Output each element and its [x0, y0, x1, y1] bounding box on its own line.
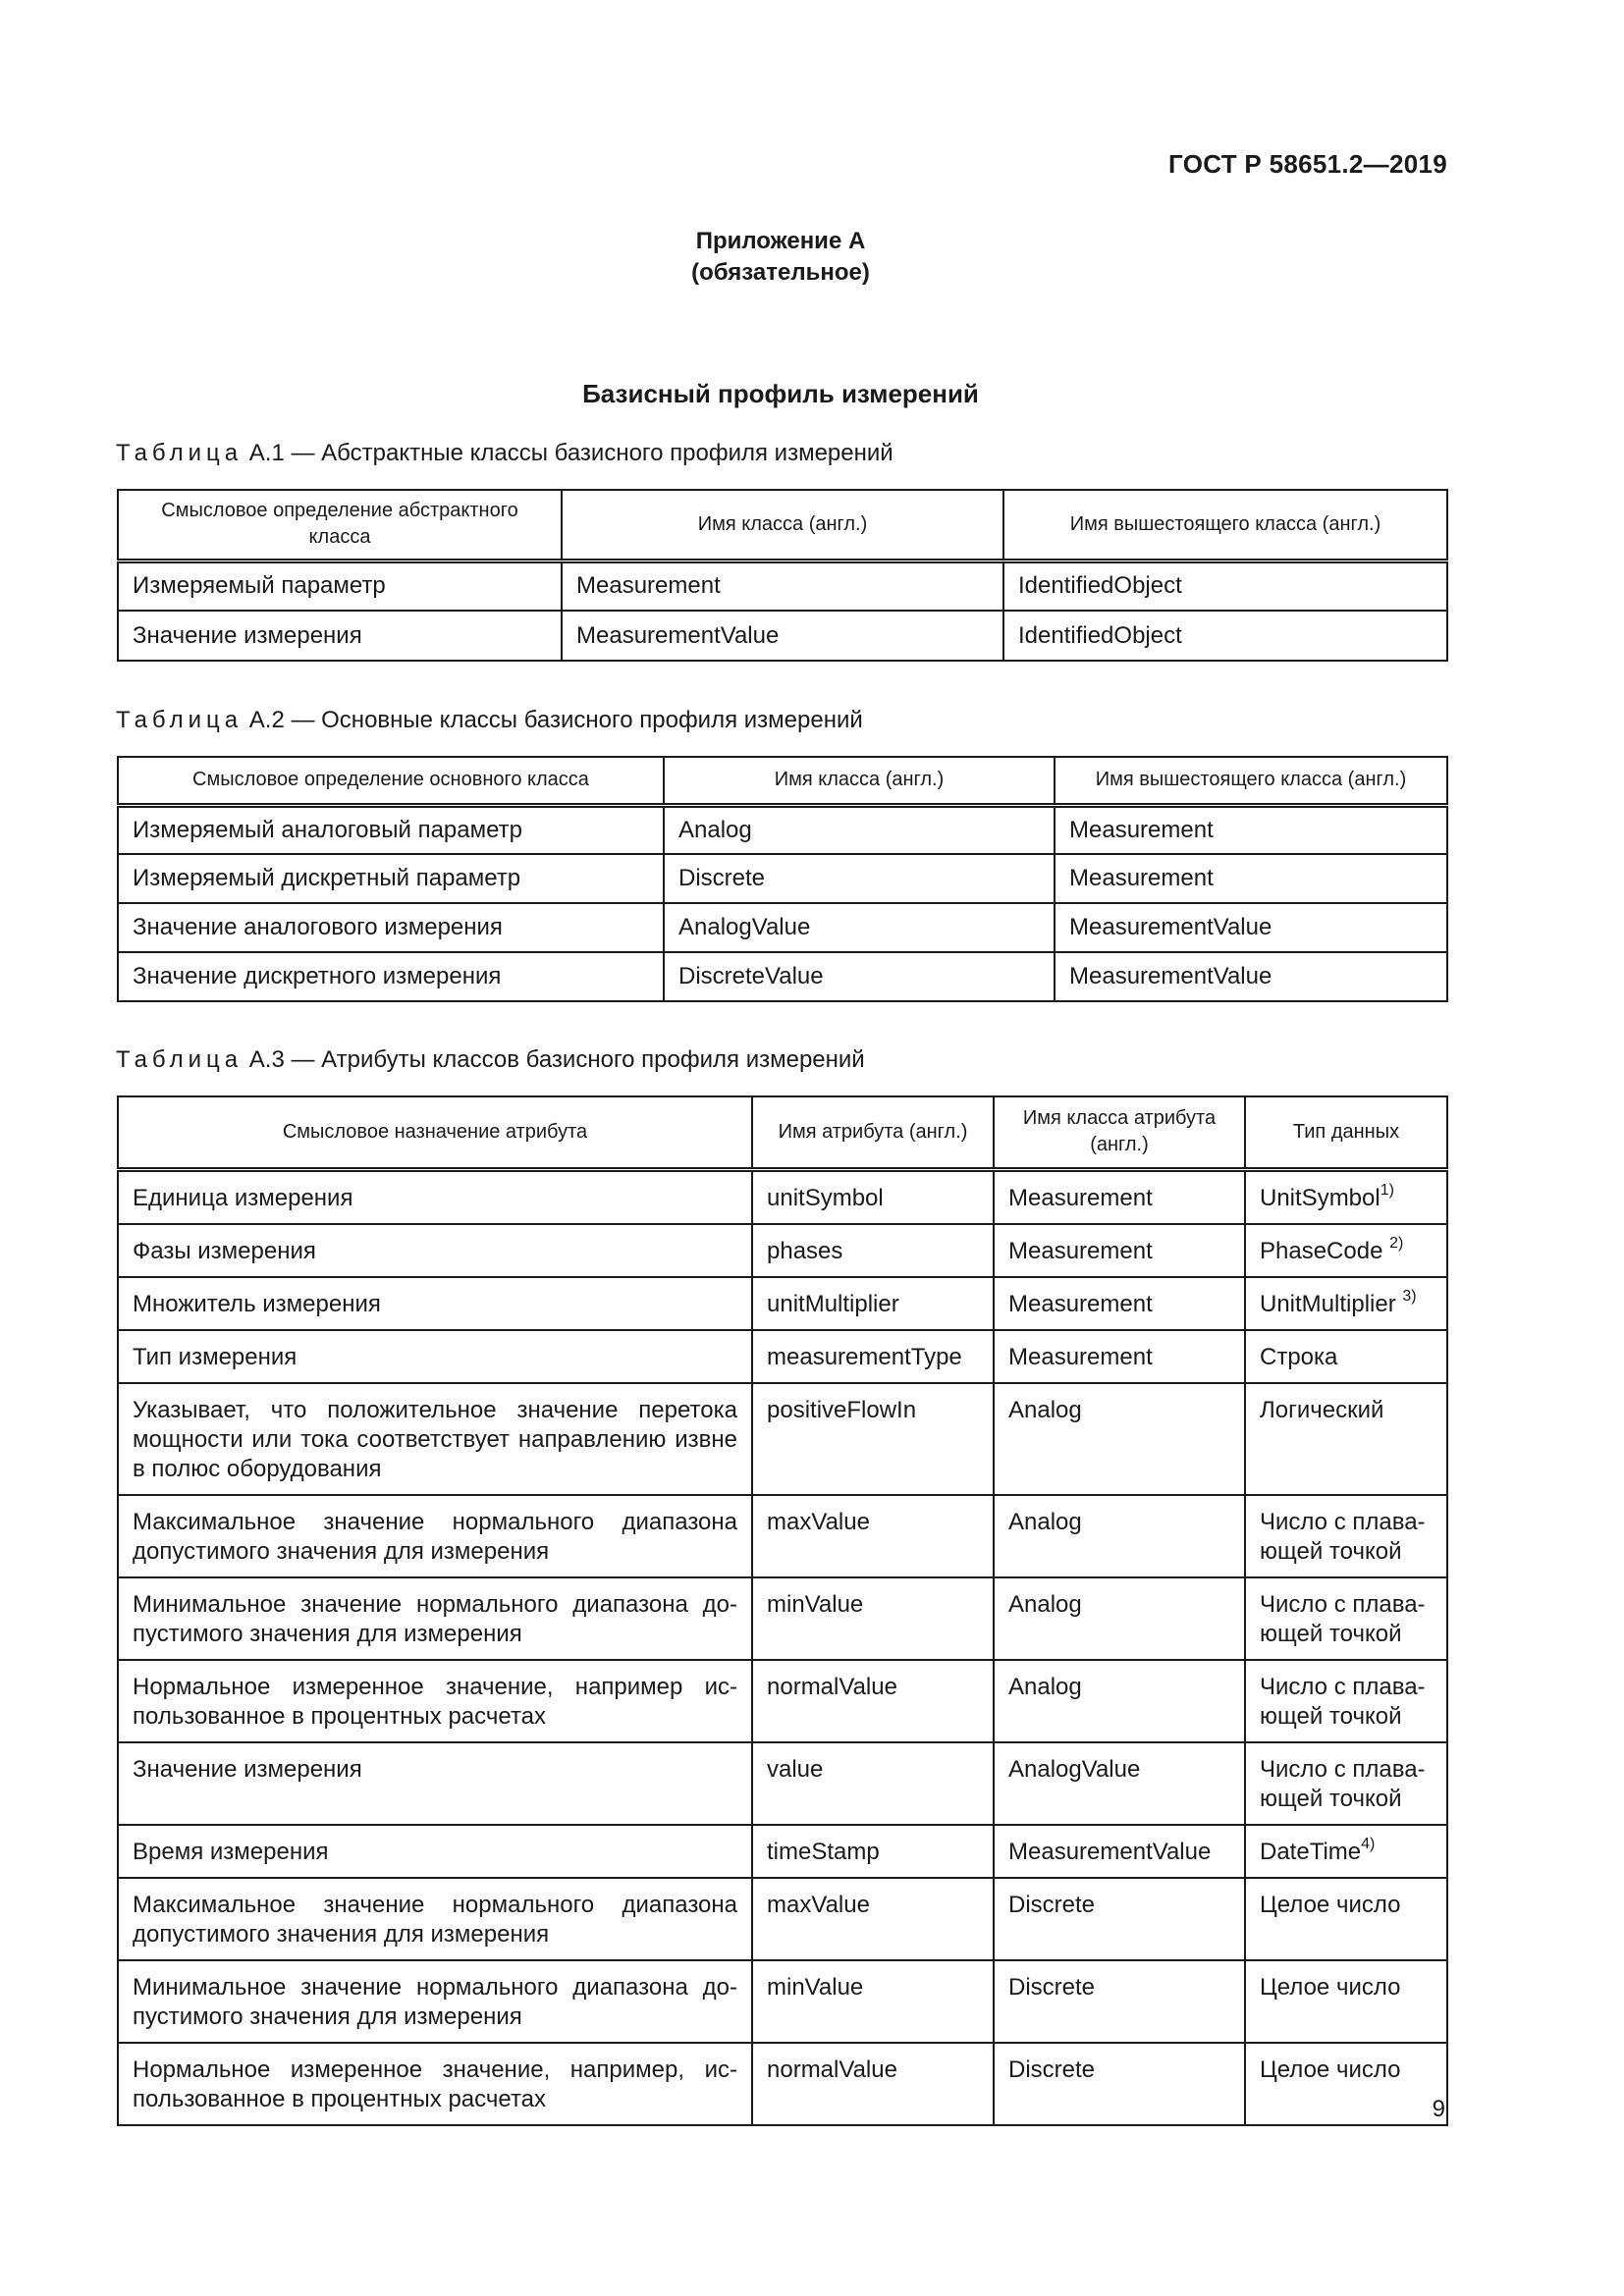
table-cell: timeStamp: [752, 1825, 994, 1878]
table1-caption-word: Таблица: [116, 440, 244, 466]
annex-subtitle: (обязательное): [691, 259, 870, 286]
data-type: UnitSymbol: [1260, 1184, 1380, 1211]
table-cell: Измеряемый дискретный параметр: [118, 854, 664, 903]
table-cell: MeasurementValue: [562, 611, 1003, 661]
table-header-cell: Смысловое определение абстрактного класса: [118, 490, 562, 561]
footnote-marker: 1): [1380, 1181, 1394, 1199]
table-cell: MeasurementValue: [1055, 903, 1447, 952]
table-cell: maxValue: [752, 1878, 994, 1960]
table-cell: Минимальное значение нормального диапазона до-пустимого значения для измерения: [118, 1960, 752, 2043]
table-header-cell: Имя класса атрибута (англ.): [994, 1096, 1245, 1169]
data-type: PhaseCode: [1260, 1237, 1390, 1264]
table-row: [118, 1224, 1447, 1277]
data-type: UnitMultiplier: [1260, 1290, 1403, 1317]
table-cell: maxValue: [752, 1495, 994, 1577]
table-cell: Указывает, что положительное значение перетока мощности или тока соответствует направлению извне в полюс оборудования: [118, 1383, 752, 1495]
table-cell: [1245, 1169, 1447, 1224]
table-row: [118, 561, 1447, 611]
table-row: [118, 1878, 1447, 1960]
table-row: [118, 1277, 1447, 1330]
table-cell: [1245, 1224, 1447, 1277]
table-cell: unitSymbol: [752, 1169, 994, 1224]
table-cell: Значение аналогового измерения: [118, 903, 664, 952]
table-cell: AnalogValue: [664, 903, 1055, 952]
table2-caption-text: А.2 — Основные классы базисного профиля измерений: [248, 707, 863, 733]
table-row: [118, 1495, 1447, 1577]
table-row: [118, 1660, 1447, 1742]
table-cell: Discrete: [994, 2043, 1245, 2125]
table-header-cell: Имя вышестоящего класса (англ.): [1003, 490, 1447, 561]
table-cell: normalValue: [752, 2043, 994, 2125]
table-row: [118, 952, 1447, 1001]
table-row: [118, 1383, 1447, 1495]
table-cell: Число с плава-ющей точкой: [1245, 1495, 1447, 1577]
table-cell: Тип измерения: [118, 1330, 752, 1383]
table-cell: Measurement: [1055, 805, 1447, 854]
table-cell: Время измерения: [118, 1825, 752, 1878]
table3-caption-text: А.3 — Атрибуты классов базисного профиля измерений: [248, 1046, 865, 1073]
table-row: [118, 1169, 1447, 1224]
table-row: [118, 2043, 1447, 2125]
data-type: DateTime: [1260, 1838, 1362, 1865]
table-cell: Логический: [1245, 1383, 1447, 1495]
table-cell: Целое число: [1245, 1960, 1447, 2043]
table-cell: Measurement: [994, 1169, 1245, 1224]
table-cell: Значение измерения: [118, 1742, 752, 1825]
table2-caption: [116, 707, 863, 734]
table-cell: Analog: [664, 805, 1055, 854]
footnote-marker: 2): [1389, 1234, 1404, 1252]
table-row: [118, 1742, 1447, 1825]
table-cell: AnalogValue: [994, 1742, 1245, 1825]
table-cell: minValue: [752, 1577, 994, 1660]
table-header-row: [118, 490, 1447, 561]
table-cell: Целое число: [1245, 2043, 1447, 2125]
table-cell: unitMultiplier: [752, 1277, 994, 1330]
table-cell: Discrete: [994, 1878, 1245, 1960]
table-cell: Единица измерения: [118, 1169, 752, 1224]
table-cell: Максимальное значение нормального диапазона допустимого значения для измерения: [118, 1495, 752, 1577]
table-cell: Analog: [994, 1495, 1245, 1577]
table-cell: Строка: [1245, 1330, 1447, 1383]
table-row: [118, 1577, 1447, 1660]
table-row: [118, 903, 1447, 952]
table-row: [118, 854, 1447, 903]
table-header-row: [118, 757, 1447, 805]
page-number: 9: [1432, 2096, 1445, 2122]
table-cell: Measurement: [1055, 854, 1447, 903]
table-cell: value: [752, 1742, 994, 1825]
table-row: [118, 1330, 1447, 1383]
table-row: [118, 611, 1447, 661]
table-cell: Measurement: [994, 1330, 1245, 1383]
annex-title: Приложение А: [695, 228, 866, 254]
section-title: Базисный профиль измерений: [582, 379, 979, 408]
table2-caption-word: Таблица: [116, 707, 244, 733]
table-cell: Discrete: [664, 854, 1055, 903]
table-cell: Множитель измерения: [118, 1277, 752, 1330]
table-header-cell: Смысловое определение основного класса: [118, 757, 664, 805]
table-cell: Целое число: [1245, 1878, 1447, 1960]
table-header-cell: Имя класса (англ.): [562, 490, 1003, 561]
table-cell: IdentifiedObject: [1003, 611, 1447, 661]
table-cell: minValue: [752, 1960, 994, 2043]
table-cell: Значение дискретного измерения: [118, 952, 664, 1001]
table-cell: Measurement: [994, 1277, 1245, 1330]
table-header-cell: Смысловое назначение атрибута: [118, 1096, 752, 1169]
table-cell: phases: [752, 1224, 994, 1277]
table-a1: [117, 489, 1448, 662]
table-cell: Максимальное значение нормального диапазона допустимого значения для измерения: [118, 1878, 752, 1960]
table-cell: Число с плава-ющей точкой: [1245, 1660, 1447, 1742]
footnote-marker: 3): [1402, 1287, 1417, 1305]
table-cell: Фазы измерения: [118, 1224, 752, 1277]
table-header-row: [118, 1096, 1447, 1169]
standard-number: ГОСТ Р 58651.2—2019: [1168, 149, 1447, 179]
table-cell: normalValue: [752, 1660, 994, 1742]
table-cell: Analog: [994, 1577, 1245, 1660]
table-cell: Число с плава-ющей точкой: [1245, 1742, 1447, 1825]
table3-caption-word: Таблица: [116, 1046, 244, 1073]
table-cell: DiscreteValue: [664, 952, 1055, 1001]
table-header-cell: Имя атрибута (англ.): [752, 1096, 994, 1169]
table-cell: Measurement: [994, 1224, 1245, 1277]
table1-caption-text: А.1 — Абстрактные классы базисного профиля измерений: [248, 440, 893, 466]
table-cell: Измеряемый параметр: [118, 561, 562, 611]
table3-caption: [116, 1046, 865, 1074]
table1-caption: [116, 440, 893, 467]
table-cell: Analog: [994, 1383, 1245, 1495]
table-cell: Measurement: [562, 561, 1003, 611]
table-cell: [1245, 1825, 1447, 1878]
table-row: [118, 805, 1447, 854]
table-cell: Нормальное измеренное значение, например ис-пользованное в процентных расчетах: [118, 1660, 752, 1742]
table-cell: MeasurementValue: [994, 1825, 1245, 1878]
table-a2: [117, 756, 1448, 1002]
table-cell: IdentifiedObject: [1003, 561, 1447, 611]
table-cell: measurementType: [752, 1330, 994, 1383]
table-header-cell: Тип данных: [1245, 1096, 1447, 1169]
table-row: [118, 1960, 1447, 2043]
table-header-cell: Имя класса (англ.): [664, 757, 1055, 805]
table-cell: Discrete: [994, 1960, 1245, 2043]
table-cell: positiveFlowIn: [752, 1383, 994, 1495]
table-a3: [117, 1095, 1448, 2126]
table-header-cell: Имя вышестоящего класса (англ.): [1055, 757, 1447, 805]
table-cell: Минимальное значение нормального диапазона до-пустимого значения для измерения: [118, 1577, 752, 1660]
footnote-marker: 4): [1361, 1835, 1376, 1852]
table-row: [118, 1825, 1447, 1878]
table-cell: Измеряемый аналоговый параметр: [118, 805, 664, 854]
table-cell: [1245, 1277, 1447, 1330]
table-cell: Число с плава-ющей точкой: [1245, 1577, 1447, 1660]
table-cell: Analog: [994, 1660, 1245, 1742]
table-cell: Значение измерения: [118, 611, 562, 661]
table-cell: Нормальное измеренное значение, например, ис-пользованное в процентных расчетах: [118, 2043, 752, 2125]
table-cell: MeasurementValue: [1055, 952, 1447, 1001]
